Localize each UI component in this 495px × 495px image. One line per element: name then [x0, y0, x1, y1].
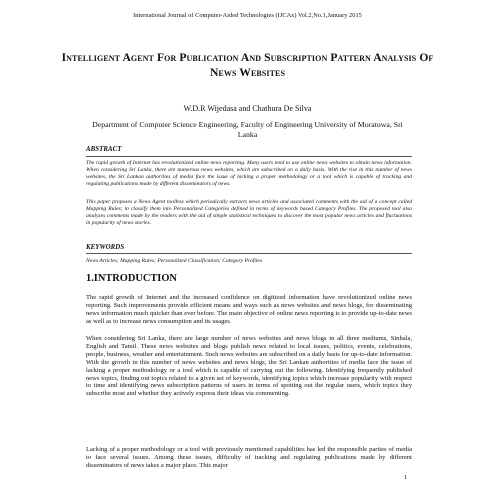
abstract-heading: ABSTRACT: [86, 146, 122, 153]
intro-paragraph-3: Lacking of a proper methodology or a tool with previously mentioned capabilities has led the responsible parties of media to face several issues. Among these issues, difficulty of tracking and regulating publications made by different disseminators of news takes a major place. This major: [86, 446, 412, 469]
intro-paragraph-1: The rapid growth of Internet and the increased confidence on digitized information have revolutionized online news reporting. Such improvements provide efficient means and ways such as news websites and news blogs, for disseminating news information much quicker than ever before. The main objective of online news reporting is to provide up-to-date news as well as to increase news consumption and its usages.: [86, 294, 412, 325]
authors: W.D.R Wijedasa and Chathura De Silva: [183, 104, 312, 113]
intro-paragraph-2: When considering Sri Lanka, there are large number of news websites and news blogs in all three mediums, Sinhala, English and Tamil. These news websites and blogs publish news related to local issues, politics, events, celebrations, people, business, weather and entertainment. Such news websites are subscribed on a daily basis for up-to-date information. With the growth in this number of news websites and news blogs, the Sri Lankan authorities of media face the issue of lacking a proper methodology or a tool which is capable of carrying out the following. Identifying frequently published news topics, finding out topics related to a given set of keywords, identifying topics which increase popularity with respect to time and identifying news subscription patterns of users in terms of spotting out the regular users, which topics they subscribe most and whether they actively express their ideas via commenting.: [86, 335, 412, 398]
keywords-heading: KEYWORDS: [86, 244, 125, 251]
journal-header: International Journal of Computer-Aided Technologies (IJCAx) Vol.2,No.1,January 2015: [133, 12, 362, 19]
abstract-paragraph-1: The rapid growth of Internet has revolutionized online news reporting. Many users tend to use online news websites to obtain news information. When considering Sri Lanka, there are numerous news websites, which are subscribed on a daily basis. With the rise in this number of news websites, the Sri Lankan authorities of media face the issue of lacking a proper methodology or a tool which is capable of tracking and regulating publications made by different disseminators of news.: [86, 160, 412, 187]
abstract-paragraph-2: This paper proposes a News Agent toolbox which periodically extracts news articles and associated comments with the aid of a concept called Mapping Rules; to classify them into Personalized Categories defined in terms of keywords based Category Profiles. The proposed tool also analyzes comments made by the readers with the aid of simple statistical techniques to discover the most popular news articles and fluctuations in popularity of news stories.: [86, 199, 412, 226]
introduction-heading: 1.INTRODUCTION: [86, 273, 177, 284]
page-number: 1: [404, 474, 408, 481]
keywords-text: News Articles; Mapping Rules; Personalized Classification; Category Profiles: [86, 258, 263, 264]
abstract-rule-top: [86, 156, 412, 157]
keywords-rule: [86, 253, 412, 254]
affiliation: Department of Computer Science Engineering, Faculty of Engineering University of Moratuwa, Sri Lanka: [92, 120, 403, 140]
paper-title: Intelligent Agent For Publication And Subscription Pattern Analysis Of News Websites: [61, 51, 434, 79]
